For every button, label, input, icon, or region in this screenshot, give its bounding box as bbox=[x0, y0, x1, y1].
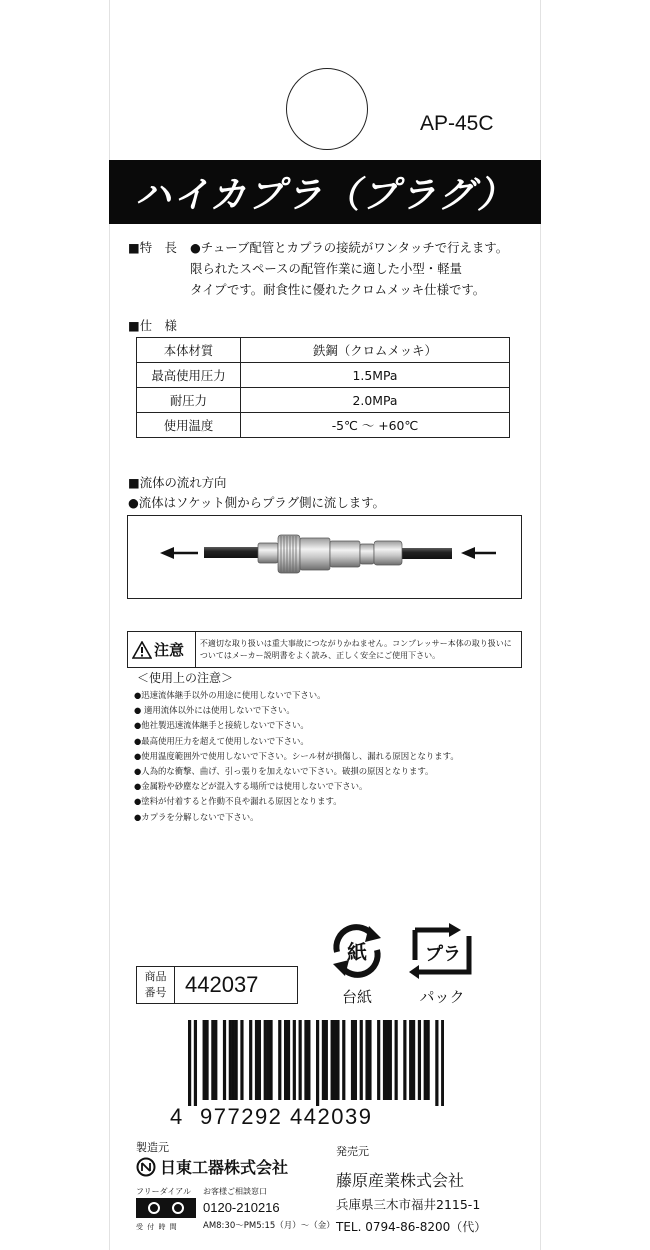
barcode-bar bbox=[351, 1020, 354, 1100]
spec-value: -5℃ 〜 +60℃ bbox=[241, 413, 510, 438]
flow-diagram bbox=[127, 515, 522, 599]
freedial-label: フリーダイアル bbox=[136, 1187, 191, 1196]
product-number-label bbox=[137, 967, 175, 1003]
plastic-label: パック bbox=[419, 988, 465, 1006]
barcode-bar bbox=[354, 1020, 357, 1100]
coupler-illustration bbox=[128, 516, 521, 598]
warning-box bbox=[127, 631, 522, 668]
spec-key: 耐圧力 bbox=[137, 388, 241, 413]
hang-hole bbox=[286, 68, 368, 150]
barcode-bar bbox=[412, 1020, 415, 1100]
barcode-bar bbox=[307, 1020, 310, 1100]
barcode-bar bbox=[386, 1020, 389, 1100]
barcode-bar bbox=[229, 1020, 232, 1100]
spec-heading: ■仕 様 bbox=[128, 318, 177, 333]
barcode-first-digit: 4 bbox=[170, 1104, 183, 1129]
table-row bbox=[137, 413, 510, 438]
seller-address: 兵庫県三木市福井2115-1 bbox=[336, 1197, 481, 1212]
warning-text: 不適切な取り扱いは重大事故につながりかねません。コンプレッサー本体の取り扱いについてはメーカー説明書をよく読み、正しく安全にご使用下さい。 bbox=[199, 638, 512, 660]
barcode-bar bbox=[365, 1020, 368, 1100]
consult-label: お客様ご相談窓口 bbox=[203, 1187, 267, 1196]
manufacturer-name: 日東工器株式会社 bbox=[160, 1158, 289, 1177]
list-item: ●使用温度範囲外で使用しないで下さい。シール材が損傷し、漏れる原因となります。 bbox=[134, 750, 459, 761]
barcode-bar bbox=[188, 1020, 191, 1106]
seller-tel: TEL. 0794-86-8200（代） bbox=[336, 1220, 487, 1234]
barcode-bar bbox=[211, 1020, 214, 1100]
feature-line: ●チューブ配管とカプラの接続がワンタッチで行えます。 bbox=[190, 240, 509, 255]
barcode-bar bbox=[269, 1020, 272, 1100]
paper-recycle-icon bbox=[325, 922, 389, 980]
barcode-bar bbox=[249, 1020, 252, 1100]
list-item: ●迅速流体継手以外の用途に使用しないで下さい。 bbox=[134, 690, 326, 700]
manufacturer-label: 製造元 bbox=[136, 1141, 169, 1154]
barcode-bar bbox=[284, 1020, 287, 1100]
barcode bbox=[188, 1020, 444, 1106]
barcode-digits: 977292 442039 bbox=[200, 1104, 373, 1129]
barcode-bar bbox=[342, 1020, 345, 1100]
barcode-bar bbox=[304, 1020, 307, 1100]
barcode-bar bbox=[331, 1020, 334, 1100]
spec-value: 2.0MPa bbox=[241, 388, 510, 413]
usage-notes-list bbox=[134, 688, 534, 825]
barcode-bar bbox=[403, 1020, 406, 1100]
barcode-bar bbox=[435, 1020, 438, 1106]
barcode-bar bbox=[235, 1020, 238, 1100]
list-item: ●人為的な衝撃、曲げ、引っ張りを加えないで下さい。破損の原因となります。 bbox=[134, 765, 434, 776]
barcode-bar bbox=[325, 1020, 328, 1100]
barcode-bar bbox=[395, 1020, 398, 1100]
barcode-bar bbox=[383, 1020, 386, 1100]
features-section bbox=[128, 237, 533, 300]
flow-section bbox=[128, 473, 385, 513]
barcode-bar bbox=[389, 1020, 392, 1100]
barcode-bar bbox=[240, 1020, 243, 1100]
spec-value: 鉄鋼（クロムメッキ） bbox=[241, 338, 510, 363]
seller-name: 藤原産業株式会社 bbox=[336, 1171, 465, 1190]
feature-line: 限られたスペースの配管作業に適した小型・軽量 bbox=[190, 261, 462, 276]
model-number: AP-45C bbox=[420, 112, 494, 135]
business-hours: AM8:30〜PM5:15（月）〜（金） bbox=[203, 1221, 335, 1231]
barcode-bar bbox=[258, 1020, 261, 1100]
product-number-box bbox=[136, 966, 298, 1004]
title-band bbox=[109, 160, 541, 224]
barcode-bar bbox=[293, 1020, 296, 1100]
spec-table bbox=[136, 337, 510, 438]
barcode-bar bbox=[214, 1020, 217, 1100]
usage-notes-heading: ＜使用上の注意＞ bbox=[137, 671, 234, 685]
plastic-recycle-icon bbox=[407, 922, 477, 980]
table-row bbox=[137, 388, 510, 413]
barcode-bar bbox=[322, 1020, 325, 1100]
hours-label: 受 付 時 間 bbox=[136, 1223, 178, 1231]
barcode-bar bbox=[287, 1020, 290, 1100]
warning-label-text: 注意 bbox=[154, 641, 185, 659]
barcode-bar bbox=[377, 1020, 380, 1100]
barcode-bar bbox=[424, 1020, 427, 1100]
nitto-logo-icon bbox=[136, 1157, 156, 1177]
barcode-bar bbox=[360, 1020, 363, 1100]
barcode-bar bbox=[278, 1020, 281, 1100]
barcode-bar bbox=[427, 1020, 430, 1100]
barcode-bar bbox=[267, 1020, 270, 1100]
flow-heading: ■流体の流れ方向 bbox=[128, 475, 227, 490]
seller-label: 発売元 bbox=[336, 1145, 369, 1158]
spec-key: 使用温度 bbox=[137, 413, 241, 438]
barcode-bar bbox=[194, 1020, 197, 1106]
list-item: ●他社製迅速流体継手と接続しないで下さい。 bbox=[134, 720, 309, 731]
barcode-bar bbox=[232, 1020, 235, 1100]
barcode-bar bbox=[333, 1020, 336, 1100]
barcode-bar bbox=[336, 1020, 339, 1100]
product-number-label-line: 商品 bbox=[144, 970, 167, 983]
list-item: ●カプラを分解しないで下さい。 bbox=[134, 811, 259, 822]
product-number-value: 442037 bbox=[185, 972, 259, 997]
spec-key: 最高使用圧力 bbox=[137, 363, 241, 388]
table-row bbox=[137, 363, 510, 388]
barcode-bar bbox=[299, 1020, 302, 1100]
list-item: ●金属粉や砂塵などが混入する場所では使用しないで下さい。 bbox=[134, 781, 368, 792]
barcode-bar bbox=[264, 1020, 267, 1100]
table-row bbox=[137, 338, 510, 363]
barcode-bar bbox=[223, 1020, 226, 1100]
paper-symbol: 紙 bbox=[347, 940, 367, 964]
list-item: ● 適用流体以外には使用しないで下さい。 bbox=[134, 705, 295, 716]
barcode-bar bbox=[409, 1020, 412, 1100]
feature-line: タイプです。耐食性に優れたクロムメッキ仕様です。 bbox=[190, 282, 486, 297]
barcode-bar bbox=[255, 1020, 258, 1100]
barcode-bar bbox=[203, 1020, 206, 1100]
spec-key: 本体材質 bbox=[137, 338, 241, 363]
barcode-bar bbox=[368, 1020, 371, 1100]
barcode-bar bbox=[316, 1020, 319, 1106]
list-item: ●最高使用圧力を超えて使用しないで下さい。 bbox=[134, 735, 309, 746]
freedial-number: 0120-210216 bbox=[203, 1200, 280, 1215]
warning-label bbox=[128, 632, 196, 667]
features-heading: ■特 長 bbox=[128, 240, 177, 255]
product-title: ハイカプラ（プラグ） bbox=[134, 174, 515, 216]
barcode-bar bbox=[441, 1020, 444, 1106]
spec-value: 1.5MPa bbox=[241, 363, 510, 388]
plastic-symbol: プラ bbox=[425, 944, 461, 965]
flow-text: ●流体はソケット側からプラグ側に流します。 bbox=[128, 495, 385, 510]
manufacturer bbox=[136, 1155, 288, 1178]
barcode-bar bbox=[205, 1020, 208, 1100]
product-number-label-line: 番号 bbox=[144, 986, 167, 999]
paper-recycle-mark bbox=[322, 922, 392, 1007]
paper-label: 台紙 bbox=[341, 988, 372, 1006]
list-item: ●塗料が付着すると作動不良や漏れる原因となります。 bbox=[134, 796, 342, 807]
barcode-bar bbox=[418, 1020, 421, 1100]
freedial-icon bbox=[136, 1198, 196, 1218]
warning-triangle-icon bbox=[132, 641, 152, 659]
plastic-recycle-mark bbox=[404, 922, 480, 1007]
